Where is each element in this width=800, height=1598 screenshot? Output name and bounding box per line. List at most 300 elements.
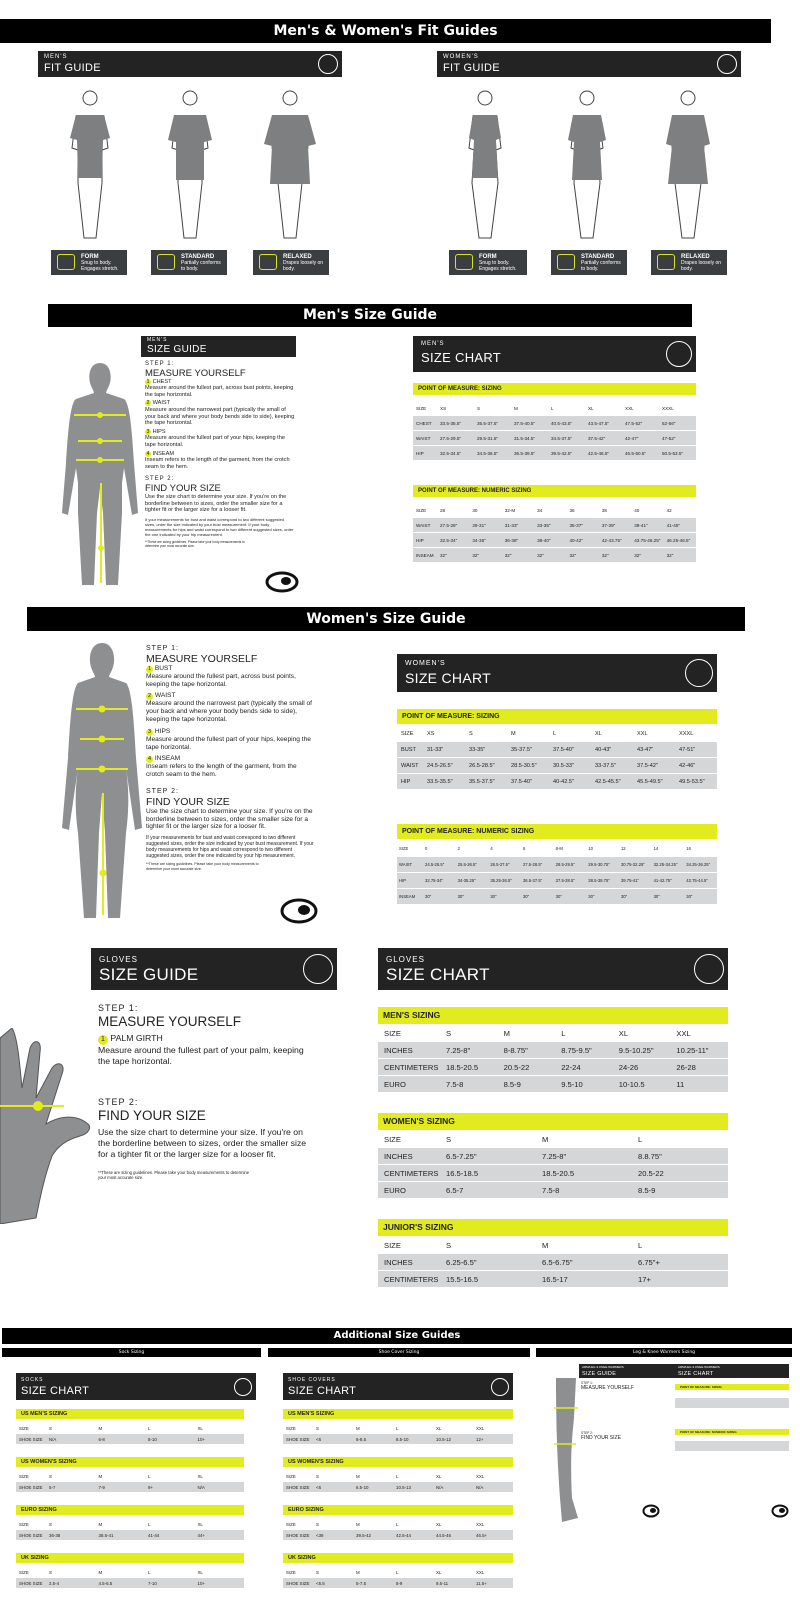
find-desc: Use the size chart to determine your size. If you're on the borderline between to sizes, order the smaller size for a tighter fit or the larger size for a looser fit.: [146, 807, 313, 831]
table-cell: 8.8.75": [638, 1151, 662, 1161]
find-desc: Use the size chart to determine your size. If you're on the borderline between to sizes, order the smaller size for a tighter fit or the larger size for a looser fit.: [145, 493, 287, 514]
table-cell: SHOE SIZE: [286, 1436, 310, 1442]
header-cell: S: [477, 405, 481, 411]
fit-card-relaxed: [253, 250, 329, 275]
table-header-row: [283, 1567, 513, 1577]
table-cell: 47-51": [679, 746, 696, 753]
table-cell: WAIST: [416, 435, 431, 441]
header-cell: SIZE: [399, 846, 409, 851]
person-icon: [685, 659, 713, 687]
table-cell: 8.75-9.5": [561, 1045, 592, 1055]
header-cell: XXXL: [662, 405, 674, 411]
header-cell: 34: [537, 507, 543, 513]
item-name: BUST: [154, 664, 173, 672]
table-cell: 37.5-38.5": [555, 878, 575, 883]
table-cell: 33.5-35.5": [427, 778, 453, 785]
table-title: JUNIOR'S SIZING: [378, 1219, 728, 1236]
table-cell: 7-10: [148, 1580, 157, 1586]
table-cell: 2.5-4: [49, 1580, 60, 1586]
table-cell: 27.5-29.5": [440, 435, 462, 441]
bike-icon: [694, 954, 724, 984]
table-cell: 43.5-47.5": [588, 420, 610, 426]
table-title: US MEN'S SIZING: [16, 1409, 244, 1419]
table-cell: 10+: [197, 1436, 205, 1442]
fit-name: RELAXED: [681, 254, 710, 260]
header-cell: XL: [197, 1473, 203, 1479]
table-cell: 32": [569, 552, 577, 558]
table-cell: 30": [457, 894, 464, 899]
table-cell: 7.25-8": [446, 1045, 471, 1055]
table-cell: 42.5-44: [396, 1532, 411, 1538]
table-cell: 6-8: [98, 1436, 105, 1442]
table-cell: 44.5-46: [436, 1532, 451, 1538]
table-cell: WAIST: [416, 522, 431, 528]
table-cell: 26.5-27.5": [490, 862, 510, 867]
table-cell: 32": [440, 552, 447, 558]
header-cell: SIZE: [401, 730, 414, 737]
header-cell: 42: [666, 507, 672, 513]
header-cell: M: [98, 1569, 103, 1575]
leg-guide-header: [579, 1364, 676, 1378]
mens-size-chart-header: [413, 336, 696, 372]
header-cell: XL: [197, 1521, 203, 1527]
table-row: [16, 1578, 244, 1588]
table-cell: 32.25-34.25": [653, 862, 678, 867]
table-cell: 40.5-43.5": [551, 420, 573, 426]
badge: 2: [146, 400, 150, 407]
table-cell: 45.5-49.5": [637, 778, 663, 785]
fit-name: RELAXED: [283, 254, 312, 260]
table-cell: EURO: [384, 1079, 406, 1089]
gloves-size-chart-header: [378, 948, 728, 990]
item-name: WAIST: [154, 692, 176, 700]
person-icon: [666, 341, 692, 367]
fit-desc: Snug to body. Engages stretch.: [81, 260, 119, 272]
table-row: [413, 431, 696, 445]
header-cell: L: [561, 1028, 566, 1038]
badge: 3: [146, 428, 150, 435]
table-cell: 43.75-46.25": [634, 537, 661, 543]
table-cell: 9+: [148, 1484, 154, 1490]
table-cell: 49.5-53.5": [679, 778, 705, 785]
table-row: [413, 518, 696, 532]
header-cell: L: [396, 1521, 399, 1527]
header-cell: S: [316, 1521, 319, 1527]
womens-size-chart-header: [397, 654, 717, 692]
table-header-row: [16, 1423, 244, 1433]
table-cell: 37.5-40.5": [514, 420, 536, 426]
table-cell: BUST: [401, 746, 416, 753]
header-cell: M: [356, 1569, 360, 1575]
table-cell: 47.5-52": [625, 420, 643, 426]
fit-desc: Drapes loosely on body.: [283, 260, 324, 272]
note: If your measurements for bust and waist correspond to two different suggested sizes, order the size indicated by your bust measurement. If your body measurements for hips and waist correspond to two different suggested sizes, order the one indicated by your hip measurement.: [145, 516, 294, 537]
header-cell: M: [98, 1521, 103, 1527]
table-title: US WOMEN'S SIZING: [16, 1457, 244, 1467]
table-cell: 42.5-45.5": [595, 778, 621, 785]
fit-card-relaxed: [651, 250, 727, 275]
header-cell: XL: [595, 730, 602, 737]
item-desc: Measure around the narrowest part (typically the small of your back and where your body bends side to side), keeping the tape horizontal.: [145, 406, 295, 427]
fit-name: FORM: [479, 254, 497, 260]
brand-logo-icon: [280, 898, 318, 924]
step-heading: MEASURE YOURSELF: [98, 1014, 242, 1029]
table-cell: 15.5-16.5: [446, 1274, 479, 1284]
item-desc: Measure around the fullest part, across bust points, keeping the tape horizontal.: [146, 672, 296, 688]
table-row: [378, 1165, 728, 1181]
item-desc: Measure around the fullest part of your hips, keeping the tape horizontal.: [145, 435, 285, 448]
table-cell: 29.5-30.75": [588, 862, 610, 867]
table-row: [413, 416, 696, 430]
fine-print: **These are sizing guidelines. Please take your body measurements to determine your most accurate size.: [98, 1170, 250, 1181]
hand-figure: [0, 1028, 95, 1224]
step-heading: MEASURE YOURSELF: [145, 367, 246, 379]
table-cell: 41-45": [666, 522, 681, 528]
table-cell: 39.5-42.5": [551, 450, 573, 456]
item-name: CHEST: [152, 378, 172, 385]
header-title: FIT GUIDE: [443, 62, 500, 74]
header-cell: SIZE: [19, 1473, 29, 1479]
badge: 2: [147, 693, 152, 700]
table-cell: EURO: [384, 1185, 406, 1195]
item-name: HIPS: [152, 428, 166, 435]
table-cell: 20.5-22: [638, 1168, 664, 1178]
table-cell: 8.5-9: [503, 1079, 521, 1089]
table-cell: 7-9: [98, 1484, 105, 1490]
table-cell: SHOE SIZE: [19, 1580, 43, 1586]
leg-figure: [552, 1378, 580, 1523]
table-title: POINT OF MEASURE: NUMERIC SIZING: [413, 485, 696, 497]
brand-logo-icon: [642, 1504, 660, 1518]
leg-knee-sizing-label: Leg & Knee Warmers Sizing: [536, 1348, 792, 1357]
table-row: [413, 548, 696, 562]
header-title: FIT GUIDE: [44, 62, 101, 74]
table-cell: 32": [504, 552, 512, 558]
fit-desc: Partially conforms to body.: [181, 260, 221, 272]
header-cell: XL: [436, 1473, 442, 1479]
fit-card-standard: [151, 250, 227, 275]
fit-name: STANDARD: [181, 254, 215, 260]
gloves-guide-text: [98, 1003, 313, 1180]
table-cell: HIP: [401, 778, 411, 785]
measure-item: [145, 429, 295, 436]
additional-banner: Additional Size Guides: [2, 1328, 792, 1344]
table-cell: 26.5-28.5": [469, 762, 495, 769]
header-cell: S: [446, 1240, 452, 1250]
table-cell: 34.5-37.5": [551, 435, 573, 441]
table-row: [397, 758, 717, 773]
mens-body-figure: [60, 363, 140, 588]
mens-size-guide-banner: Men's Size Guide: [48, 304, 692, 327]
table-row: [16, 1530, 244, 1540]
header-cell: XXL: [476, 1473, 485, 1479]
table-cell: INCHES: [384, 1151, 413, 1161]
header-cell: S: [49, 1521, 52, 1527]
table-cell: 37-39": [601, 522, 616, 528]
table-cell: 8-8.75": [503, 1045, 528, 1055]
table-cell: HIP: [399, 878, 406, 883]
header-cell: XXXL: [679, 730, 694, 737]
fine-print: **These are sizing guidelines. Please take your body measurements to determine your most accurate size.: [146, 862, 259, 871]
header-cell: 2: [457, 846, 460, 851]
table-cell: HIP: [416, 450, 424, 456]
table-cell: 44+: [197, 1532, 205, 1538]
table-row: [397, 873, 717, 888]
table-cell: 32": [601, 552, 609, 558]
measure-item: [146, 728, 314, 736]
header-cell: 8-M: [555, 846, 563, 851]
table-cell: 43-47": [637, 746, 654, 753]
table-cell: SHOE SIZE: [286, 1532, 310, 1538]
table-cell: <6: [316, 1436, 322, 1442]
table-cell: CENTIMETERS: [384, 1168, 439, 1178]
header-cell: SIZE: [286, 1425, 296, 1431]
sock-sizing-label: Sock Sizing: [2, 1348, 261, 1357]
step-label: STEP 2:: [146, 787, 179, 795]
table-header-row: [397, 726, 717, 741]
item-desc: Measure around the fullest part, across bust points, keeping the tape horizontal.: [145, 385, 294, 398]
shoe-cover-sizing-label: Shoe Cover Sizing: [268, 1348, 530, 1357]
leg-numeric-rows: [675, 1441, 789, 1451]
table-cell: SHOE SIZE: [19, 1532, 43, 1538]
table-row: [378, 1042, 728, 1058]
header-cell: XL: [436, 1521, 442, 1527]
header-cell: SIZE: [416, 405, 427, 411]
header-cell: XXL: [476, 1425, 485, 1431]
table-title: MEN'S SIZING: [378, 1007, 728, 1024]
table-cell: 52-56": [662, 420, 676, 426]
header-cell: 32-M: [504, 507, 516, 513]
table-cell: SHOE SIZE: [286, 1484, 310, 1490]
womens-size-guide-banner: Women's Size Guide: [27, 607, 745, 631]
measure-item: [146, 755, 314, 763]
table-cell: INSEAM: [399, 894, 416, 899]
header-cell: SIZE: [384, 1134, 401, 1144]
table-cell: 30": [425, 894, 432, 899]
table-cell: 27.5-29": [440, 522, 458, 528]
step-label: STEP 1:: [145, 361, 175, 367]
header-cell: XXL: [625, 405, 634, 411]
header-cell: S: [49, 1425, 52, 1431]
table-cell: 6.5-7.25": [446, 1151, 477, 1161]
bike-icon: [234, 1378, 252, 1396]
table-cell: 6.75"+: [638, 1257, 660, 1267]
table-cell: 7.5-8: [542, 1185, 560, 1195]
item-name: INSEAM: [154, 755, 181, 763]
header-small: GLOVES: [99, 955, 138, 964]
table-cell: 37.5-42": [588, 435, 606, 441]
badge: 3: [147, 728, 152, 735]
table-title: POINT OF MEASURE: SIZING: [397, 709, 717, 724]
table-cell: 31-33": [504, 522, 519, 528]
header-cell: L: [396, 1473, 399, 1479]
header-cell: XL: [197, 1569, 203, 1575]
table-title: EURO SIZING: [283, 1505, 513, 1515]
header-cell: L: [396, 1425, 399, 1431]
table-row: [283, 1482, 513, 1492]
table-cell: 46.25-46.5": [666, 537, 691, 543]
table-cell: 9.5-10: [561, 1079, 583, 1089]
header-cell: M: [356, 1425, 360, 1431]
header-cell: L: [148, 1569, 151, 1575]
table-cell: 32.5-34.5": [440, 450, 462, 456]
table-row: [283, 1434, 513, 1444]
step-heading: MEASURE YOURSELF: [581, 1385, 634, 1391]
table-cell: CHEST: [416, 420, 432, 426]
header-cell: M: [542, 1240, 549, 1250]
measure-item: [146, 665, 314, 673]
table-cell: 17+: [638, 1274, 651, 1284]
header-cell: XL: [588, 405, 594, 411]
table-cell: 30.5-33": [553, 762, 574, 769]
header-cell: S: [49, 1569, 52, 1575]
table-row: [397, 889, 717, 904]
table-title: US WOMEN'S SIZING: [283, 1457, 513, 1467]
table-cell: 10.5-13: [396, 1484, 411, 1490]
fit-name: FORM: [81, 254, 99, 260]
table-cell: 16.5-17: [542, 1274, 568, 1284]
header-cell: M: [98, 1425, 103, 1431]
header-cell: M: [511, 730, 516, 737]
table-cell: 42-43.75": [601, 537, 622, 543]
table-cell: 22-24: [561, 1062, 581, 1072]
table-cell: 36.5-37.5": [522, 878, 543, 883]
header-cell: L: [553, 730, 557, 737]
table-cell: 10-10.5: [618, 1079, 645, 1089]
fine-print: **These are sizing guidelines. Please take your body measurements to determine your most accurate size.: [145, 539, 245, 548]
item-name: INSEAM: [152, 450, 175, 457]
header-cell: S: [316, 1425, 319, 1431]
table-cell: 18.5-20.5: [542, 1168, 575, 1178]
header-cell: 28: [440, 507, 446, 513]
header-cell: 4: [490, 846, 493, 851]
table-cell: SHOE SIZE: [286, 1580, 310, 1586]
header-cell: XXL: [476, 1521, 485, 1527]
header-cell: XXL: [637, 730, 648, 737]
table-row: [397, 857, 717, 872]
step-heading: MEASURE YOURSELF: [146, 652, 258, 665]
table-row: [413, 533, 696, 547]
table-cell: 33-37.5": [595, 762, 616, 769]
measure-item: [98, 1033, 313, 1045]
table-row: [378, 1182, 728, 1198]
table-cell: 42.75-44.5": [686, 878, 708, 883]
table-cell: 32": [472, 552, 480, 558]
table-cell: 8-9: [396, 1580, 403, 1586]
table-cell: N/A: [49, 1436, 57, 1442]
shirt-icon: [455, 254, 473, 270]
header-cell: M: [98, 1473, 103, 1479]
header-title: SIZE CHART: [21, 1385, 90, 1397]
socks-chart-header: [16, 1373, 256, 1400]
table-cell: 37.5-42": [637, 762, 658, 769]
shirt-icon: [259, 254, 277, 270]
shirt-icon: [657, 254, 675, 270]
header-cell: 36: [569, 507, 575, 513]
header-cell: S: [316, 1473, 319, 1479]
table-cell: 30": [588, 894, 595, 899]
table-cell: CENTIMETERS: [384, 1274, 439, 1284]
table-cell: 18.5-20.5: [446, 1062, 479, 1072]
table-cell: INCHES: [384, 1257, 413, 1267]
badge: 4: [146, 450, 150, 457]
table-cell: 16.5-18.5: [446, 1168, 479, 1178]
shoe-cover-chart-header: [283, 1373, 513, 1400]
table-row: [283, 1578, 513, 1588]
fit-name: STANDARD: [581, 254, 615, 260]
table-cell: 10.25-11": [676, 1045, 709, 1055]
header-cell: 16: [686, 846, 691, 851]
fit-guides-banner: Men's & Women's Fit Guides: [0, 19, 771, 43]
header-cell: L: [551, 405, 554, 411]
table-cell: 40-42.5": [553, 778, 574, 785]
fit-card-form: [51, 250, 127, 275]
header-small: ARM/LEG & KNEE WARMERS: [582, 1365, 624, 1369]
table-cell: 9.5-11: [436, 1580, 449, 1586]
header-cell: S: [446, 1028, 452, 1038]
header-cell: SIZE: [286, 1569, 296, 1575]
table-cell: 30": [490, 894, 497, 899]
header-cell: SIZE: [286, 1473, 296, 1479]
fit-desc: Drapes loosely on body.: [681, 260, 722, 272]
table-cell: N/A: [476, 1484, 484, 1490]
table-cell: <6: [316, 1484, 322, 1490]
table-row: [397, 742, 717, 757]
table-cell: 34.25-36.25": [686, 862, 711, 867]
header-cell: L: [148, 1521, 151, 1527]
header-cell: M: [356, 1473, 360, 1479]
header-cell: S: [446, 1134, 452, 1144]
item-desc: Measure around the fullest part of your palm, keeping the tape horizontal.: [98, 1045, 304, 1066]
table-title: WOMEN'S SIZING: [378, 1113, 728, 1130]
table-cell: 36-38: [49, 1532, 61, 1538]
item-desc: Measure around the fullest part of your hips, keeping the tape horizontal.: [146, 735, 311, 751]
header-cell: SIZE: [19, 1521, 29, 1527]
measure-item: [145, 379, 295, 386]
table-cell: 38.5-39.75": [588, 878, 610, 883]
table-cell: 6.5-6.75": [542, 1257, 573, 1267]
table-row: [16, 1434, 244, 1444]
leg-sizing-rows: [675, 1398, 789, 1408]
header-cell: L: [148, 1473, 151, 1479]
table-title: POINT OF MEASURE: NUMERIC SIZING: [397, 824, 717, 839]
table-cell: 29-31": [472, 522, 486, 528]
item-name: PALM GIRTH: [110, 1033, 163, 1043]
table-cell: 5-7.5: [356, 1580, 367, 1586]
table-cell: 35-37": [569, 522, 583, 528]
bike-icon: [303, 954, 333, 984]
step-heading: FIND YOUR SIZE: [98, 1108, 206, 1123]
find-desc: Use the size chart to determine your size. If you're on the borderline between to sizes, order the smaller size for a tighter fit or the larger size for a looser fit.: [98, 1127, 307, 1159]
header-cell: 12: [620, 846, 626, 851]
header-cell: 0: [425, 846, 428, 851]
step-label: STEP 2:: [581, 1431, 593, 1435]
table-cell: 33.5-35.5": [440, 420, 462, 426]
table-header-row: [283, 1519, 513, 1529]
table-cell: 37.5-40": [511, 778, 532, 785]
table-cell: SHOE SIZE: [19, 1436, 43, 1442]
table-cell: 33-35": [469, 746, 486, 753]
header-cell: M: [356, 1521, 360, 1527]
header-cell: XL: [618, 1028, 629, 1038]
table-header-row: [378, 1131, 728, 1147]
header-cell: M: [503, 1028, 510, 1038]
header-title: SIZE CHART: [405, 670, 491, 686]
header-small: WOMEN'S: [405, 660, 446, 667]
header-small: MEN'S: [421, 341, 445, 347]
measure-item: [145, 400, 295, 407]
table-cell: 47-52": [662, 435, 676, 441]
